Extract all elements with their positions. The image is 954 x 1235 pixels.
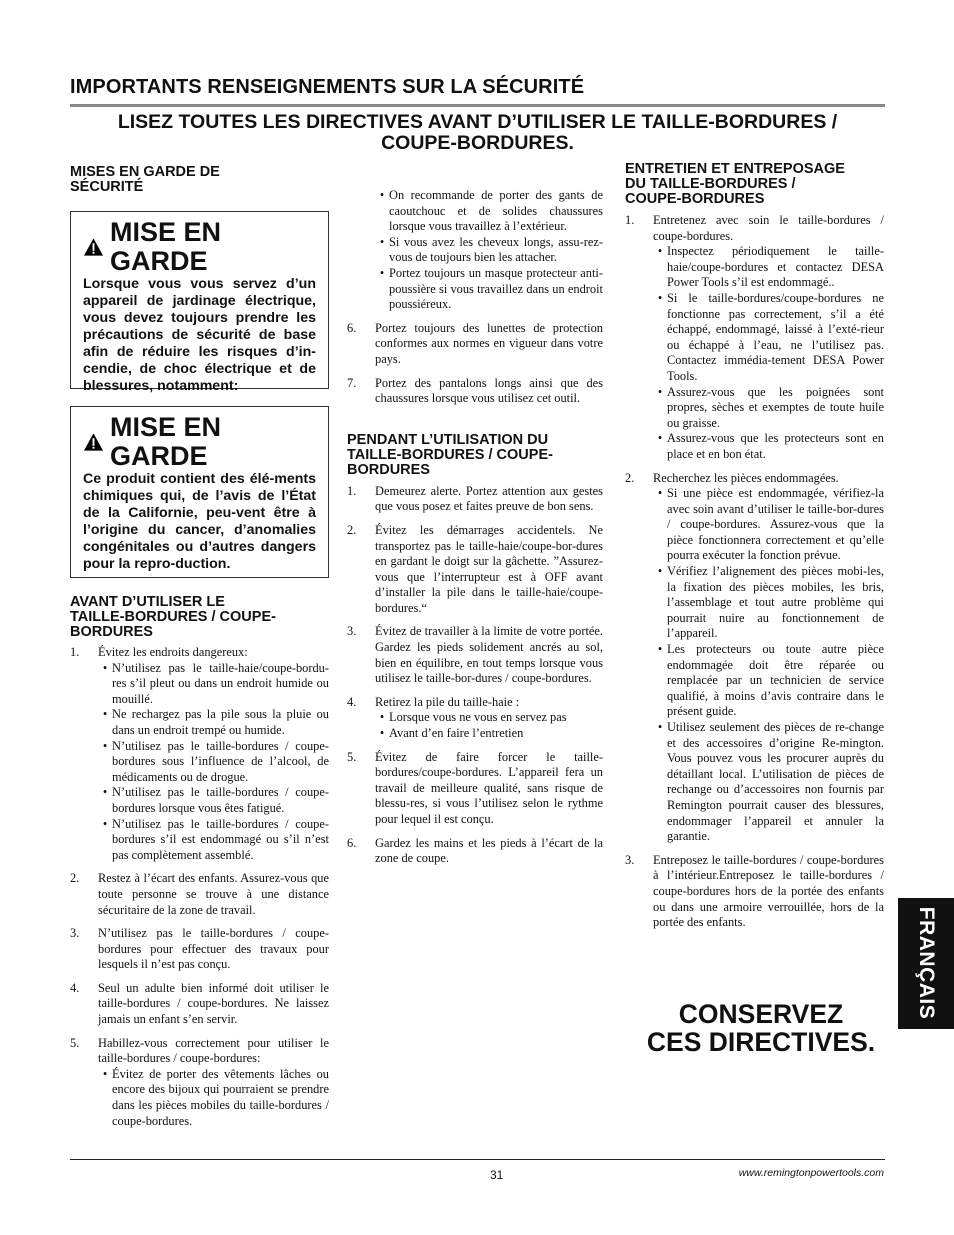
list-item <box>70 926 329 973</box>
bullet-list <box>375 710 603 741</box>
header-rule <box>70 104 885 107</box>
item-text: Entreposez le taille-bordures / coupe-bordures à l’intérieur.Entreposez le taille-bordures / coupe-bordures hors de la portée des enfants ou dans une armoire verrouillée, hors de la portée des enfants. <box>653 852 884 930</box>
warning-triangle-icon <box>83 432 104 452</box>
bullet-list <box>375 188 603 313</box>
heading-line: TAILLE-BORDURES / COUPE- <box>70 609 276 625</box>
list-item <box>70 871 329 918</box>
item-text: Retirez la pile du taille-haie : <box>375 694 520 709</box>
warning-triangle-icon <box>83 237 104 257</box>
safety-heading <box>70 165 329 195</box>
before-use-list <box>70 645 329 1129</box>
list-item <box>347 836 603 867</box>
list-item <box>70 645 329 863</box>
bullet-item: • N’utilisez pas le taille-bordures / coupe-bordures lorsque vous êtes fatigué. <box>102 785 329 815</box>
column-1 <box>70 160 329 1137</box>
heading-line: COUPE-BORDURES <box>625 191 765 207</box>
list-item <box>347 376 603 407</box>
bullet-list <box>98 1067 329 1129</box>
keep-instructions-callout <box>620 1000 902 1056</box>
bullet-item: • Avant d’en faire l’entretien <box>379 726 524 741</box>
bullet-list <box>98 661 329 864</box>
footer-rule <box>70 1159 885 1160</box>
item-text: Portez toujours des lunettes de protection conformes aux normes en vigueur dans votre pays. <box>375 320 603 366</box>
heading-line: PENDANT L’UTILISATION DU <box>347 431 549 448</box>
item-number: 3. <box>625 852 635 867</box>
heading-line: TAILLE-BORDURES / COUPE- <box>347 446 553 463</box>
page-title-line: COUPE-BORDURES. <box>381 132 574 154</box>
bullet-item: • Inspectez périodiquement le taille-haie/coupe-bordures et contactez DESA Power Tools s’il est endommagé.. <box>657 244 884 290</box>
heading-line: SÉCURITÉ <box>70 179 144 195</box>
item-number: 5. <box>70 1035 80 1050</box>
bullet-item: • Assurez-vous que les protecteurs sont en place et en bon état. <box>657 431 884 461</box>
item-number: 4. <box>70 980 80 995</box>
bullet-item: • Si le taille-bordures/coupe-bordures ne fonctionne pas correctement, s’il a été échappé, endommagé, laissé à l’exté-rieur ou échappé à l’eau, ne l’utilisez pas. Contactez immédia-tement DESA Power Tools. <box>657 290 884 383</box>
item-number: 1. <box>70 645 80 659</box>
during-use-list <box>347 484 603 867</box>
item-text: Restez à l’écart des enfants. Assurez-vous que toute personne se trouve à une distance sécuritaire de la zone de travail. <box>98 871 329 917</box>
item-text: Gardez les mains et les pieds à l’écart de la zone de coupe. <box>375 835 603 866</box>
heading-line: DU TAILLE-BORDURES / <box>625 176 796 192</box>
bullet-item: • Assurez-vous que les poignées sont propres, sèches et exemptes de toute huile ou graisse. <box>657 384 884 430</box>
list-item <box>347 484 603 515</box>
list-item <box>625 471 884 845</box>
item-number: 2. <box>347 522 357 537</box>
item-text: Portez des pantalons longs ainsi que des chaussures lorsque vous utilisez cet outil. <box>375 375 603 406</box>
item-text: Demeurez alerte. Portez attention aux gestes que vous posez et faites preuve de bon sens. <box>375 483 603 514</box>
bullet-item: • Portez toujours un masque protecteur anti-poussière si vous travaillez dans un endroit poussiéreux. <box>379 265 603 312</box>
item-number: 5. <box>347 749 357 764</box>
column-3 <box>625 160 884 939</box>
item-number: 2. <box>625 470 635 485</box>
item-text: Seul un adulte bien informé doit utiliser le taille-bordures / coupe-bordures. Ne laissez jamais un enfant s’en servir. <box>98 980 329 1027</box>
list-item <box>347 523 603 617</box>
warning-text: Lorsque vous vous servez d’un appareil de jardinage électrique, vous devez toujours prendre les précautions de sécurité de base afin de réduire les risques d’in-cendie, de choc électrique et de blessures, notamment: <box>83 276 316 394</box>
warning-title-text: MISE EN GARDE <box>109 217 222 276</box>
heading-line: MISES EN GARDE DE <box>70 164 220 180</box>
list-item <box>347 188 603 313</box>
page-title <box>70 112 885 154</box>
item-text: Évitez les endroits dangereux: <box>98 645 248 659</box>
warning-title <box>83 413 316 471</box>
item-number: 4. <box>347 694 357 709</box>
heading-line: AVANT D’UTILISER LE <box>70 594 225 610</box>
bullet-item: • Si vous avez les cheveux longs, assu-rez-vous de toujours bien les attacher. <box>379 234 603 265</box>
item-number: 7. <box>347 375 357 390</box>
bullet-item: • Vérifiez l’alignement des pièces mobi-les, la fixation des pièces mobiles, les bris, l’assemblage et tout autre problème qui pourrait nuire au fonctionnement de l’appareil. <box>657 564 884 641</box>
warning-box-2 <box>70 406 329 578</box>
warning-title <box>83 218 316 276</box>
item-text: Évitez de travailler à la limite de votre portée. Gardez les pieds solidement ancrés au sol, bien en équilibre, en tout temps lorsque vous utilisez le taille-bor-dures / coupe-bordures. <box>375 624 603 686</box>
bullet-item: • N’utilisez pas le taille-bordures / coupe-bordures sous l’influence de l’alcool, de médicaments ou de drogue. <box>102 738 329 784</box>
heading-line: ENTRETIEN ET ENTREPOSAGE <box>625 161 845 177</box>
bullet-list <box>653 486 884 845</box>
list-item <box>625 213 884 463</box>
during-use-heading <box>347 433 603 478</box>
item-text: N’utilisez pas le taille-bordures / coupe-bordures pour effectuer des travaux pour lesquels il n’est pas conçu. <box>98 926 329 972</box>
bullet-item: • Utilisez seulement des pièces de re-change et des accessoires d’origine Re-mington. Vous pouvez vous les procurer auprès du détaillant local. L’utilisation de pièces de rechange ou d’accessoires non fournis par Remington pourrait causer des blessures, endommager l’appareil et annuler la garantie. <box>657 720 884 844</box>
item-number: 3. <box>347 624 357 639</box>
item-text: Recherchez les pièces endommagées. <box>653 470 839 485</box>
heading-line: BORDURES <box>70 624 153 640</box>
item-number: 1. <box>625 213 635 227</box>
page-title-line: LISEZ TOUTES LES DIRECTIVES AVANT D’UTILISER LE TAILLE-BORDURES / <box>117 111 838 133</box>
bullet-item: • Les protecteurs ou toute autre pièce endommagée doit être réparée ou remplacée par un technicien de service qualifié, à moins d’avis contraire dans le présent guide. <box>657 642 884 719</box>
list-item <box>70 1036 329 1130</box>
list-item <box>70 981 329 1028</box>
footer-url: www.remingtonpowertools.com <box>738 1167 884 1179</box>
column-2 <box>347 188 603 875</box>
bullet-item: • On recommande de porter des gants de caoutchouc et de solides chaussures lorsque vous travaillez à l’extérieur. <box>379 188 603 234</box>
heading-line: BORDURES <box>347 461 430 478</box>
maintenance-heading <box>625 162 884 207</box>
maintenance-list <box>625 213 884 931</box>
bullet-item: • Si une pièce est endommagée, vérifiez-la avec soin avant d’utiliser le taille-bor-dures / coupe-bordures. Assurez-vous que la pièce fonctionnera correctement et qu’elle pourra exécuter la fonction prévue. <box>657 486 884 563</box>
item-text: Habillez-vous correctement pour utiliser le taille-bordures / coupe-bordures: <box>98 1035 329 1066</box>
bullet-item: • N’utilisez pas le taille-bordures / coupe-bordures s’il est endommagé ou s’il n’est pas complètement assemblé. <box>102 816 329 862</box>
list-item <box>347 750 603 828</box>
before-use-heading <box>70 595 329 640</box>
item-text: Évitez de faire forcer le taille-bordures/coupe-bordures. L’appareil fera un travail de meilleure qualité, sans risque de blessu-res, si vous l’utilisez selon le rythme pour lequel il est conçu. <box>375 749 603 826</box>
list-item <box>625 853 884 931</box>
item-number: 2. <box>70 871 80 886</box>
language-tab-label: FRANÇAIS <box>915 906 938 1020</box>
list-item <box>347 624 603 686</box>
item-text: Entretenez avec soin le taille-bordures / coupe-bordures. <box>653 213 884 243</box>
continued-list <box>347 188 603 407</box>
section-header: IMPORTANTS RENSEIGNEMENTS SUR LA SÉCURITÉ <box>70 76 585 98</box>
item-number: 1. <box>347 483 357 498</box>
item-number: 6. <box>347 835 357 850</box>
bullet-item: • N’utilisez pas le taille-haie/coupe-bordu-res s’il pleut ou dans un endroit humide ou mouillé. <box>102 660 329 706</box>
callout-line: CES DIRECTIVES. <box>646 1027 876 1057</box>
warning-box-1 <box>70 211 329 394</box>
item-text: Évitez les démarrages accidentels. Ne transportez pas le taille-haie/coupe-bor-dures en gardant le doigt sur la gâchette. ”Assurez-vous que l’interrupteur est à OFF avant d’installer la pile dans le taille-haie/coupe-bordures.“ <box>375 522 603 615</box>
bullet-item: • Lorsque vous ne vous en servez pas <box>379 710 567 725</box>
item-number: 3. <box>70 926 80 941</box>
bullet-list <box>653 244 884 462</box>
bullet-item: • Ne rechargez pas la pile sous la pluie ou dans un endroit trempé ou humide. <box>102 707 329 737</box>
callout-line: CONSERVEZ <box>678 999 844 1029</box>
bullet-item: • Évitez de porter des vêtements lâches ou encore des bijoux qui pourraient se prendre dans les pièces mobiles du taille-bordures / coupe-bordures. <box>102 1066 329 1128</box>
warning-title-text: MISE EN GARDE <box>109 412 222 471</box>
item-number: 6. <box>347 320 357 335</box>
list-item <box>347 321 603 368</box>
warning-text: Ce produit contient des élé-ments chimiques qui, de l’avis de l’État de la Californie, peu-vent être à l’origine du cancer, d’anomalies congénitales ou d’autres dangers pour la repro-duction. <box>83 471 316 572</box>
page-number: 31 <box>490 1168 504 1182</box>
list-item <box>347 695 603 742</box>
language-tab <box>898 898 954 1029</box>
